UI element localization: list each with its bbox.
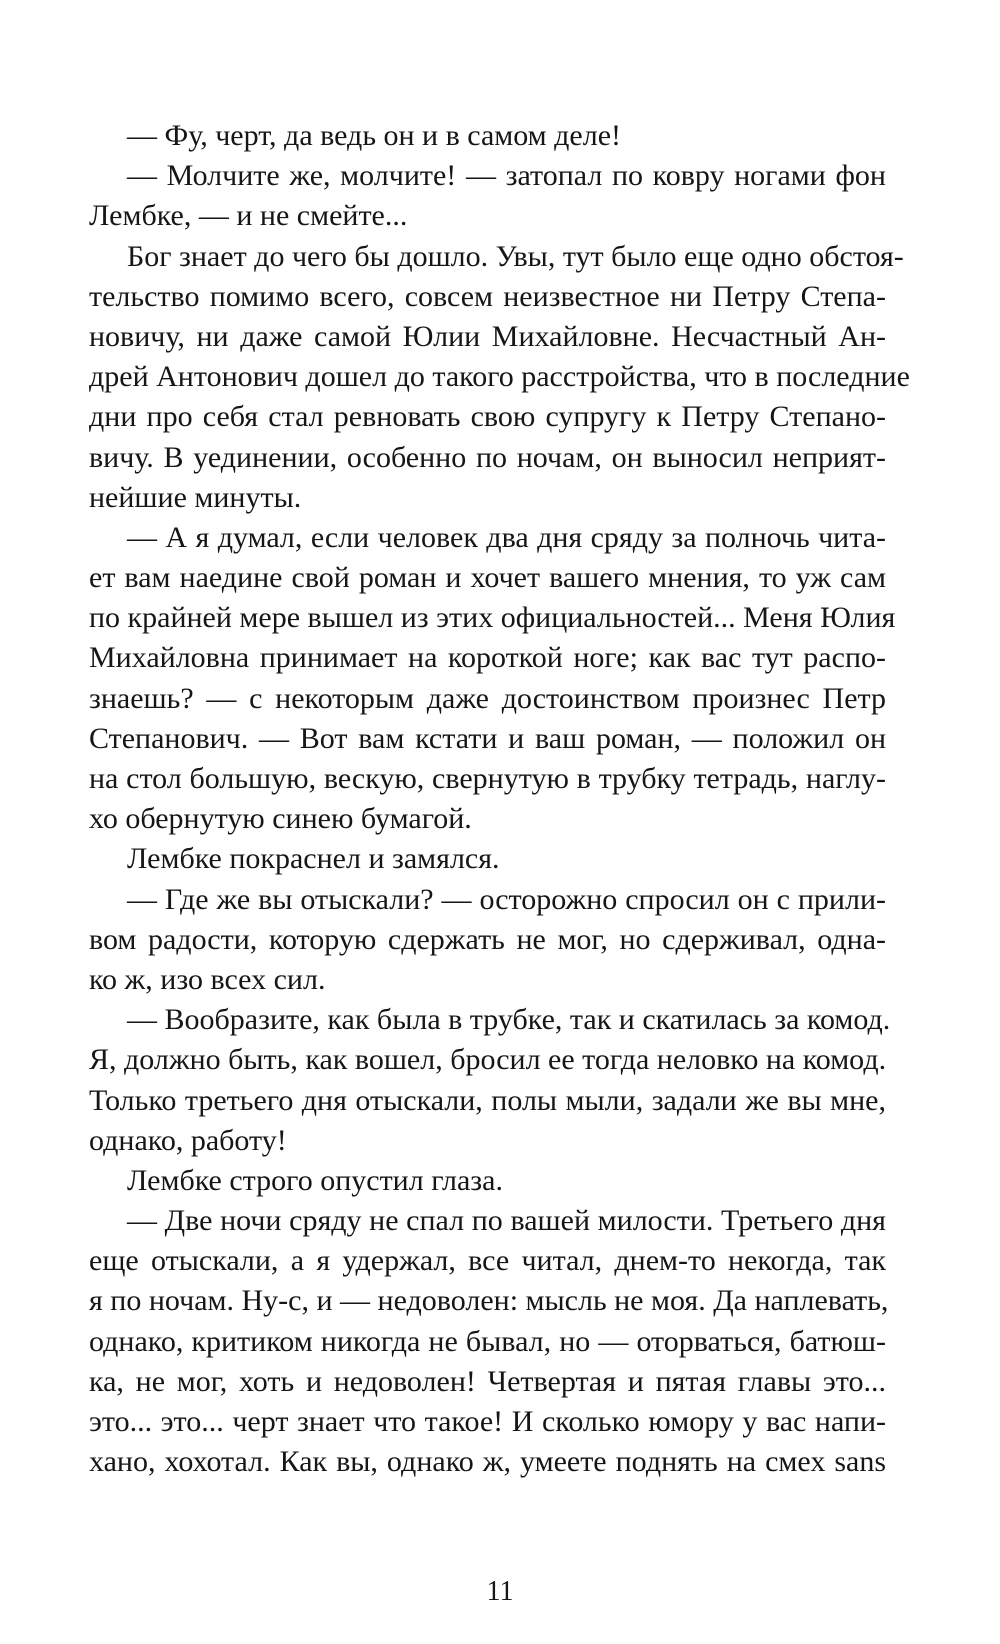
text-line: вичу. В уединении, особенно по ночам, он выносил неприят-	[89, 440, 886, 474]
text-line: — Вообразите, как была в трубке, так и скатилась за комод.	[127, 1003, 891, 1037]
text-line: по крайней мере вышел из этих официальностей... Меня Юлия	[89, 601, 896, 635]
text-line: ко ж, изо всех сил.	[89, 962, 326, 996]
text-line: — Молчите же, молчите! — затопал по ковру ногами фон	[127, 159, 886, 193]
text-line: Я, должно быть, как вошел, бросил ее тогда неловко на комод.	[89, 1043, 887, 1077]
text-line: Лембке покраснел и замялся.	[127, 842, 500, 876]
text-line: нейшие минуты.	[89, 480, 302, 514]
text-line: дрей Антонович дошел до такого расстройства, что в последние	[89, 360, 910, 394]
text-line: Михайловна принимает на короткой ноге; как вас тут распо-	[89, 641, 886, 675]
text-line: — Две ночи сряду не спал по вашей милости. Третьего дня	[127, 1204, 886, 1238]
text-line: хано, хохотал. Как вы, однако ж, умеете поднять на смех sans	[89, 1445, 886, 1479]
body-text	[89, 116, 910, 1482]
text-line: на стол большую, вескую, свернутую в трубку тетрадь, наглу-	[89, 762, 886, 795]
text-line: однако, критиком никогда не бывал, но — оторваться, батюш-	[89, 1324, 886, 1358]
text-line: это... это... черт знает что такое! И сколько юмору у вас напи-	[89, 1405, 886, 1438]
text-line: Лембке строго опустил глаза.	[127, 1163, 503, 1197]
text-line: я по ночам. Ну-с, и — недоволен: мысль не моя. Да наплевать,	[89, 1284, 889, 1318]
text-line: — Где же вы отыскали? — осторожно спросил он с прили-	[127, 882, 886, 916]
text-line: знаешь? — с некоторым даже достоинством произнес Петр	[89, 681, 886, 715]
text-line: еще отыскали, а я удержал, все читал, днем-то некогда, так	[89, 1244, 886, 1278]
text-line: Степанович. — Вот вам кстати и ваш роман, — положил он	[89, 721, 886, 755]
text-line: новичу, ни даже самой Юлии Михайловне. Несчастный Ан-	[89, 319, 886, 353]
text-line: дни про себя стал ревновать свою супругу к Петру Степано-	[89, 400, 886, 434]
text-line: Бог знает до чего бы дошло. Увы, тут было еще одно обстоя-	[127, 239, 904, 273]
text-line: хо обернутую синею бумагой.	[89, 802, 472, 836]
page-number: 11	[486, 1576, 514, 1607]
text-line: тельство помимо всего, совсем неизвестное ни Петру Степа-	[89, 279, 886, 313]
text-line: Только третьего дня отыскали, полы мыли, задали же вы мне,	[89, 1083, 886, 1117]
text-line: однако, работу!	[89, 1123, 287, 1157]
text-line: — А я думал, если человек два дня сряду за полночь чита-	[127, 520, 886, 554]
text-line: Лембке, — и не смейте...	[89, 199, 408, 233]
text-line: ет вам наедине свой роман и хочет вашего мнения, то уж сам	[89, 561, 886, 595]
text-line: вом радости, которую сдержать не мог, но сдерживал, одна-	[89, 922, 886, 956]
text-line: ка, не мог, хоть и недоволен! Четвертая и пятая главы это...	[89, 1364, 886, 1398]
text-line: — Фу, черт, да ведь он и в самом деле!	[127, 119, 622, 152]
